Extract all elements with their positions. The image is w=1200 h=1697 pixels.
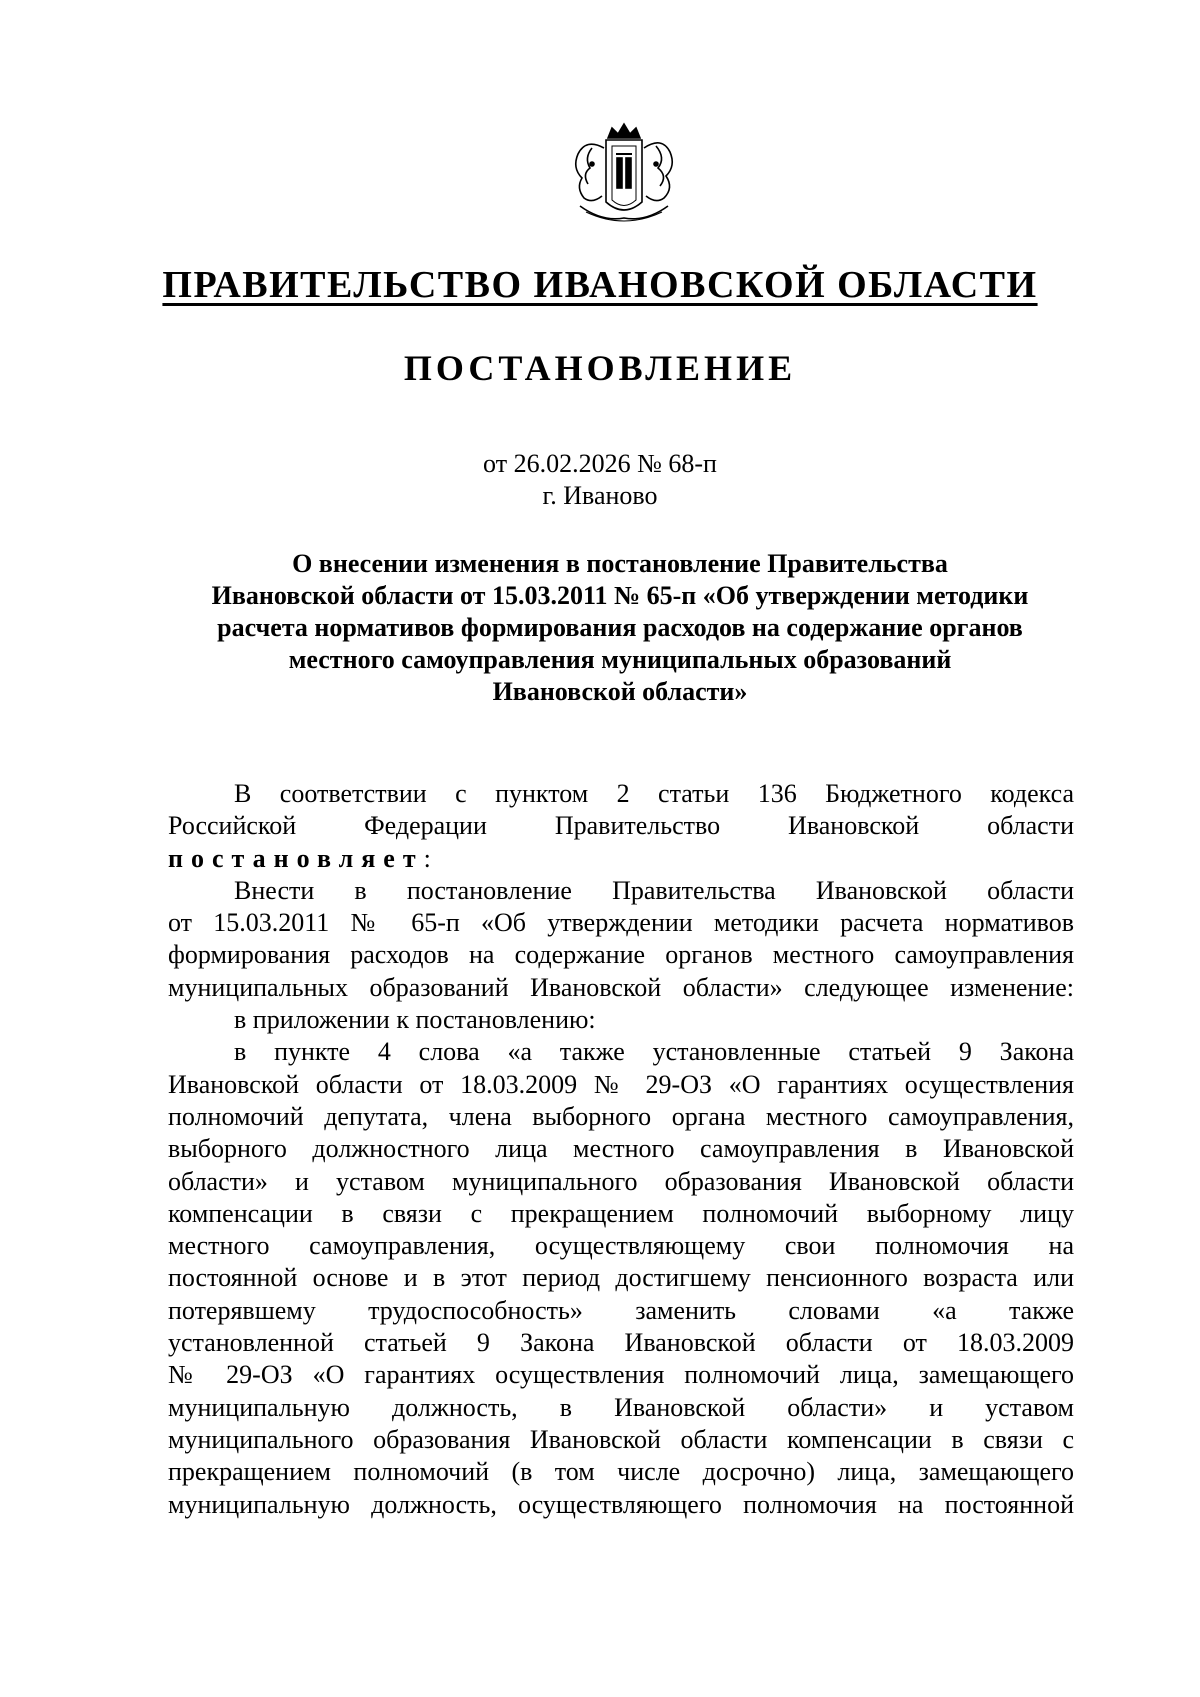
body-line: формирования расходов на содержание органов местного самоуправления xyxy=(168,940,1074,970)
body-line: компенсации в связи с прекращением полномочий выборному лицу xyxy=(168,1198,1074,1228)
body-line: прекращением полномочий (в том числе досрочно) лица, замещающего xyxy=(168,1457,1074,1487)
subject-line: О внесении изменения в постановление Правительства xyxy=(292,549,948,578)
body-line: В соответствии с пунктом 2 статьи 136 Бюджетного кодекса xyxy=(234,779,1074,808)
body-line: Ивановской области от 18.03.2009 № 29-ОЗ «О гарантиях осуществления xyxy=(168,1069,1074,1099)
body-line-resolution xyxy=(168,843,1074,875)
subject-line: расчета нормативов формирования расходов на содержание органов xyxy=(217,613,1023,642)
body-line: муниципальную должность, в Ивановской области» и уставом xyxy=(168,1392,1074,1422)
resolves-word: постановляет xyxy=(168,843,424,873)
body-line: муниципального образования Ивановской области компенсации в связи с xyxy=(168,1424,1074,1454)
body-line: выборного должностного лица местного самоуправления в Ивановской xyxy=(168,1134,1074,1164)
body-line: муниципальную должность, осуществляющего полномочия на постоянной xyxy=(168,1489,1074,1519)
document-meta xyxy=(0,448,1200,512)
document-body xyxy=(168,778,1074,1521)
city: г. Иваново xyxy=(542,481,658,510)
body-line: установленной статьей 9 Закона Ивановской области от 18.03.2009 xyxy=(168,1328,1074,1358)
coat-of-arms-emblem xyxy=(562,118,686,230)
organization-title: ПРАВИТЕЛЬСТВО ИВАНОВСКОЙ ОБЛАСТИ xyxy=(162,264,1038,306)
body-line: постоянной основе и в этот период достигшему пенсионного возраста или xyxy=(168,1263,1074,1293)
body-line: области» и уставом муниципального образования Ивановской области xyxy=(168,1166,1074,1196)
body-line: Внести в постановление Правительства Ивановской области xyxy=(234,875,1074,905)
document-subject xyxy=(170,548,1070,708)
body-line: потерявшему трудоспособность» заменить словами «а также xyxy=(168,1295,1074,1325)
resolves-colon: : xyxy=(423,843,431,873)
date-number: от 26.02.2026 № 68-п xyxy=(483,449,717,478)
body-line: от 15.03.2011 № 65-п «Об утверждении методики расчета нормативов xyxy=(168,908,1074,938)
body-line: местного самоуправления, осуществляющему свои полномочия на xyxy=(168,1231,1074,1261)
document-type: ПОСТАНОВЛЕНИЕ xyxy=(403,348,797,388)
subject-line: Ивановской области» xyxy=(492,677,748,706)
subject-line: местного самоуправления муниципальных образований xyxy=(288,645,952,674)
body-line: муниципальных образований Ивановской области» следующее изменение: xyxy=(168,972,1074,1002)
body-line: Российской Федерации Правительство Ивановской области xyxy=(168,811,1074,841)
body-line: в приложении к постановлению: xyxy=(234,1005,596,1035)
subject-line: Ивановской области от 15.03.2011 № 65-п «Об утверждении методики xyxy=(211,581,1029,610)
body-line: в пункте 4 слова «а также установленные статьей 9 Закона xyxy=(234,1037,1074,1067)
body-line: полномочий депутата, члена выборного органа местного самоуправления, xyxy=(168,1101,1074,1131)
body-line: № 29-ОЗ «О гарантиях осуществления полномочий лица, замещающего xyxy=(168,1360,1074,1390)
